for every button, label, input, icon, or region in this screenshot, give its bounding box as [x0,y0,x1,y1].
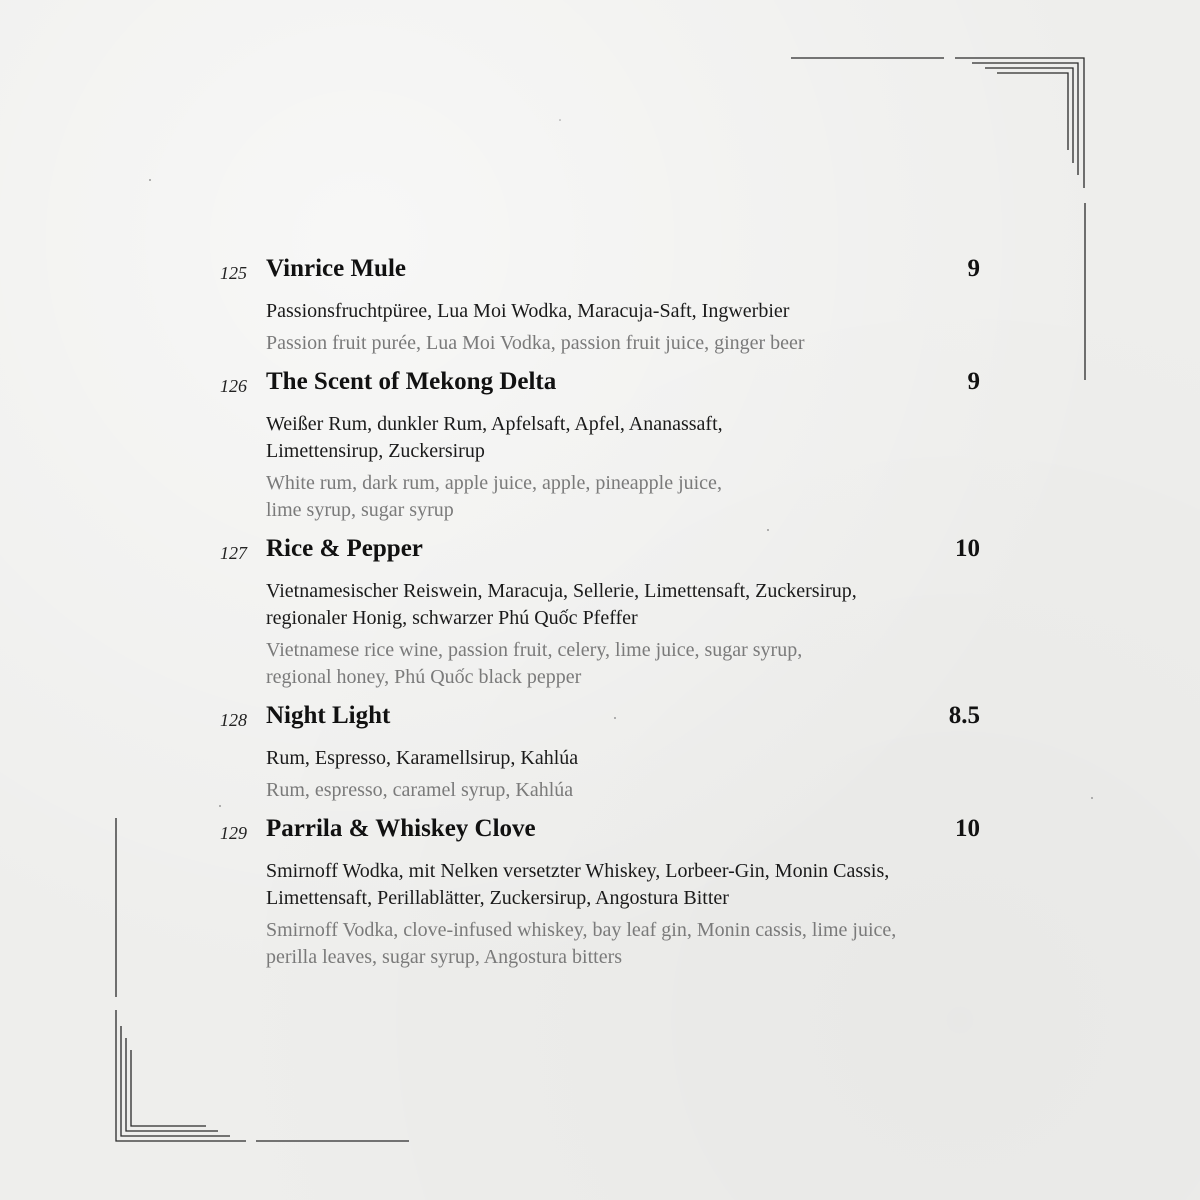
english-description-line: Smirnoff Vodka, clove-infused whiskey, bay leaf gin, Monin cassis, lime juice, [266,919,897,941]
menu-item-header [220,368,980,402]
item-price: 9 [967,255,980,282]
item-price: 8.5 [948,702,980,729]
english-description-line: lime syrup, sugar syrup [266,499,454,521]
english-description-line: perilla leaves, sugar syrup, Angostura bitters [266,946,623,968]
item-title: Night Light [266,702,391,729]
item-number: 125 [220,263,247,283]
menu-item [220,815,980,971]
menu-item [220,702,980,804]
english-description-line: Vietnamese rice wine, passion fruit, celery, lime juice, sugar syrup, [266,639,803,661]
item-number: 128 [220,710,247,730]
german-description-line: Limettensirup, Zuckersirup [266,440,485,462]
german-description-line: Smirnoff Wodka, mit Nelken versetzter Whiskey, Lorbeer-Gin, Monin Cassis, [266,860,890,882]
german-description-line: Vietnamesischer Reiswein, Maracuja, Sellerie, Limettensaft, Zuckersirup, [266,580,857,602]
item-number: 126 [220,376,247,396]
item-price: 10 [955,535,980,562]
german-description-line: Limettensaft, Perillablätter, Zuckersirup, Angostura Bitter [266,887,729,909]
item-price: 9 [967,368,980,395]
item-title: Vinrice Mule [266,255,407,282]
item-description-english [266,330,980,357]
menu-list [220,255,980,982]
german-description-line: Rum, Espresso, Karamellsirup, Kahlúa [266,747,579,769]
english-description-line: Passion fruit purée, Lua Moi Vodka, passion fruit juice, ginger beer [266,332,805,354]
item-description-english [266,637,980,691]
german-description-line: regionaler Honig, schwarzer Phú Quốc Pfeffer [266,607,638,629]
menu-item-header [220,535,980,569]
item-description-german [266,858,980,912]
english-description-line: regional honey, Phú Quốc black pepper [266,666,582,688]
menu-item-header [220,255,980,289]
item-description-english [266,777,980,804]
english-description-line: White rum, dark rum, apple juice, apple, pineapple juice, [266,472,722,494]
item-description-english [266,470,980,524]
menu-item-header [220,702,980,736]
german-description-line: Weißer Rum, dunkler Rum, Apfelsaft, Apfel, Ananassaft, [266,413,723,435]
menu-item-header [220,815,980,849]
item-title: Parrila & Whiskey Clove [266,815,536,842]
item-number: 127 [220,543,247,563]
item-price: 10 [955,815,980,842]
item-description-german [266,745,980,772]
item-title: Rice & Pepper [266,535,423,562]
menu-item [220,368,980,524]
item-number: 129 [220,823,247,843]
menu-item [220,255,980,357]
german-description-line: Passionsfruchtpüree, Lua Moi Wodka, Maracuja-Saft, Ingwerbier [266,300,790,322]
item-description-german [266,411,980,465]
menu-item [220,535,980,691]
item-description-german [266,578,980,632]
item-title: The Scent of Mekong Delta [266,368,557,395]
item-description-german [266,298,980,325]
item-description-english [266,917,980,971]
english-description-line: Rum, espresso, caramel syrup, Kahlúa [266,779,574,801]
